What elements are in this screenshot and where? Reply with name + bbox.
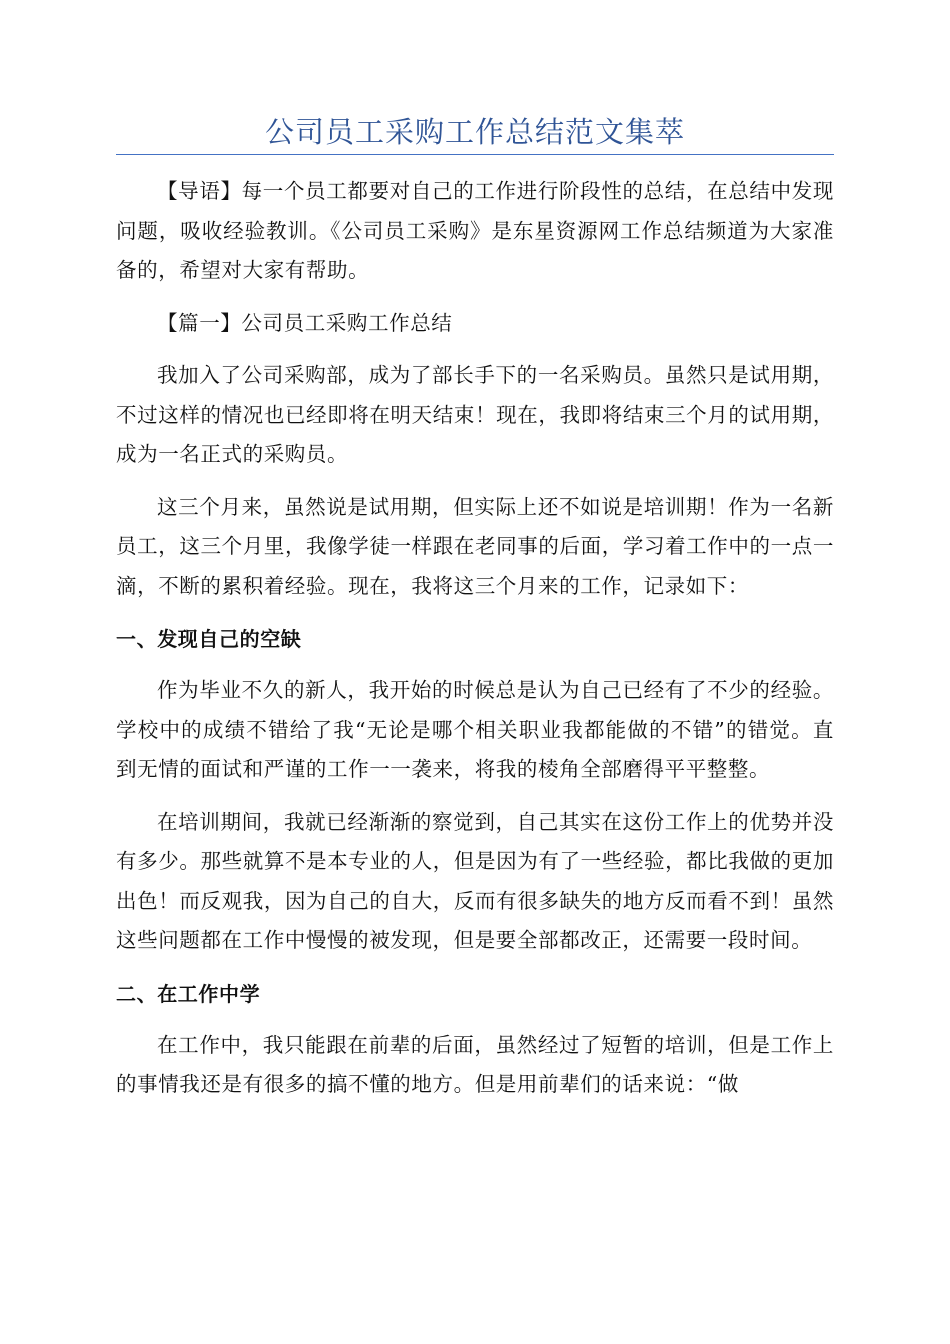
intro-paragraph: 【导语】每一个员工都要对自己的工作进行阶段性的总结，在总结中发现问题，吸收经验教训。《公司员工采购》是东星资源网工作总结频道为大家准备的，希望对大家有帮助。: [116, 179, 834, 282]
document-body: [116, 172, 834, 1118]
body-paragraph: 我加入了公司采购部，成为了部长手下的一名采购员。虽然只是试用期，不过这样的情况也已经即将在明天结束！现在，我即将结束三个月的试用期，成为一名正式的采购员。: [116, 363, 834, 466]
title-underline: [116, 154, 834, 155]
body-paragraph: 在工作中，我只能跟在前辈的后面，虽然经过了短暂的培训，但是工作上的事情我还是有很多的搞不懂的地方。但是用前辈们的话来说：“做: [116, 1032, 834, 1096]
section-heading: 一、发现自己的空缺: [116, 627, 302, 651]
body-paragraph: 这三个月来，虽然说是试用期，但实际上还不如说是培训期！作为一名新员工，这三个月里，我像学徒一样跟在老同事的后面，学习着工作中的一点一滴，不断的累积着经验。现在，我将这三个月来的工作，记录如下：: [116, 494, 834, 598]
document-title: 公司员工采购工作总结范文集萃: [264, 115, 685, 149]
section-label-part-one: 【篇一】公司员工采购工作总结: [157, 310, 453, 335]
section-heading: 二、在工作中学: [116, 981, 261, 1006]
body-paragraph: 作为毕业不久的新人，我开始的时候总是认为自己已经有了不少的经验。学校中的成绩不错给了我“无论是哪个相关职业我都能做的不错”的错觉。直到无情的面试和严谨的工作一一袭来，将我的棱角全部磨得平平整整。: [116, 678, 834, 781]
body-paragraph: 在培训期间，我就已经渐渐的察觉到，自己其实在这份工作上的优势并没有多少。那些就算不是本专业的人，但是因为有了一些经验，都比我做的更加出色！而反观我，因为自己的自大，反而有很多缺失的地方反而看不到！虽然这些问题都在工作中慢慢的被发现，但是要全部都改正，还需要一段时间。: [116, 809, 834, 952]
